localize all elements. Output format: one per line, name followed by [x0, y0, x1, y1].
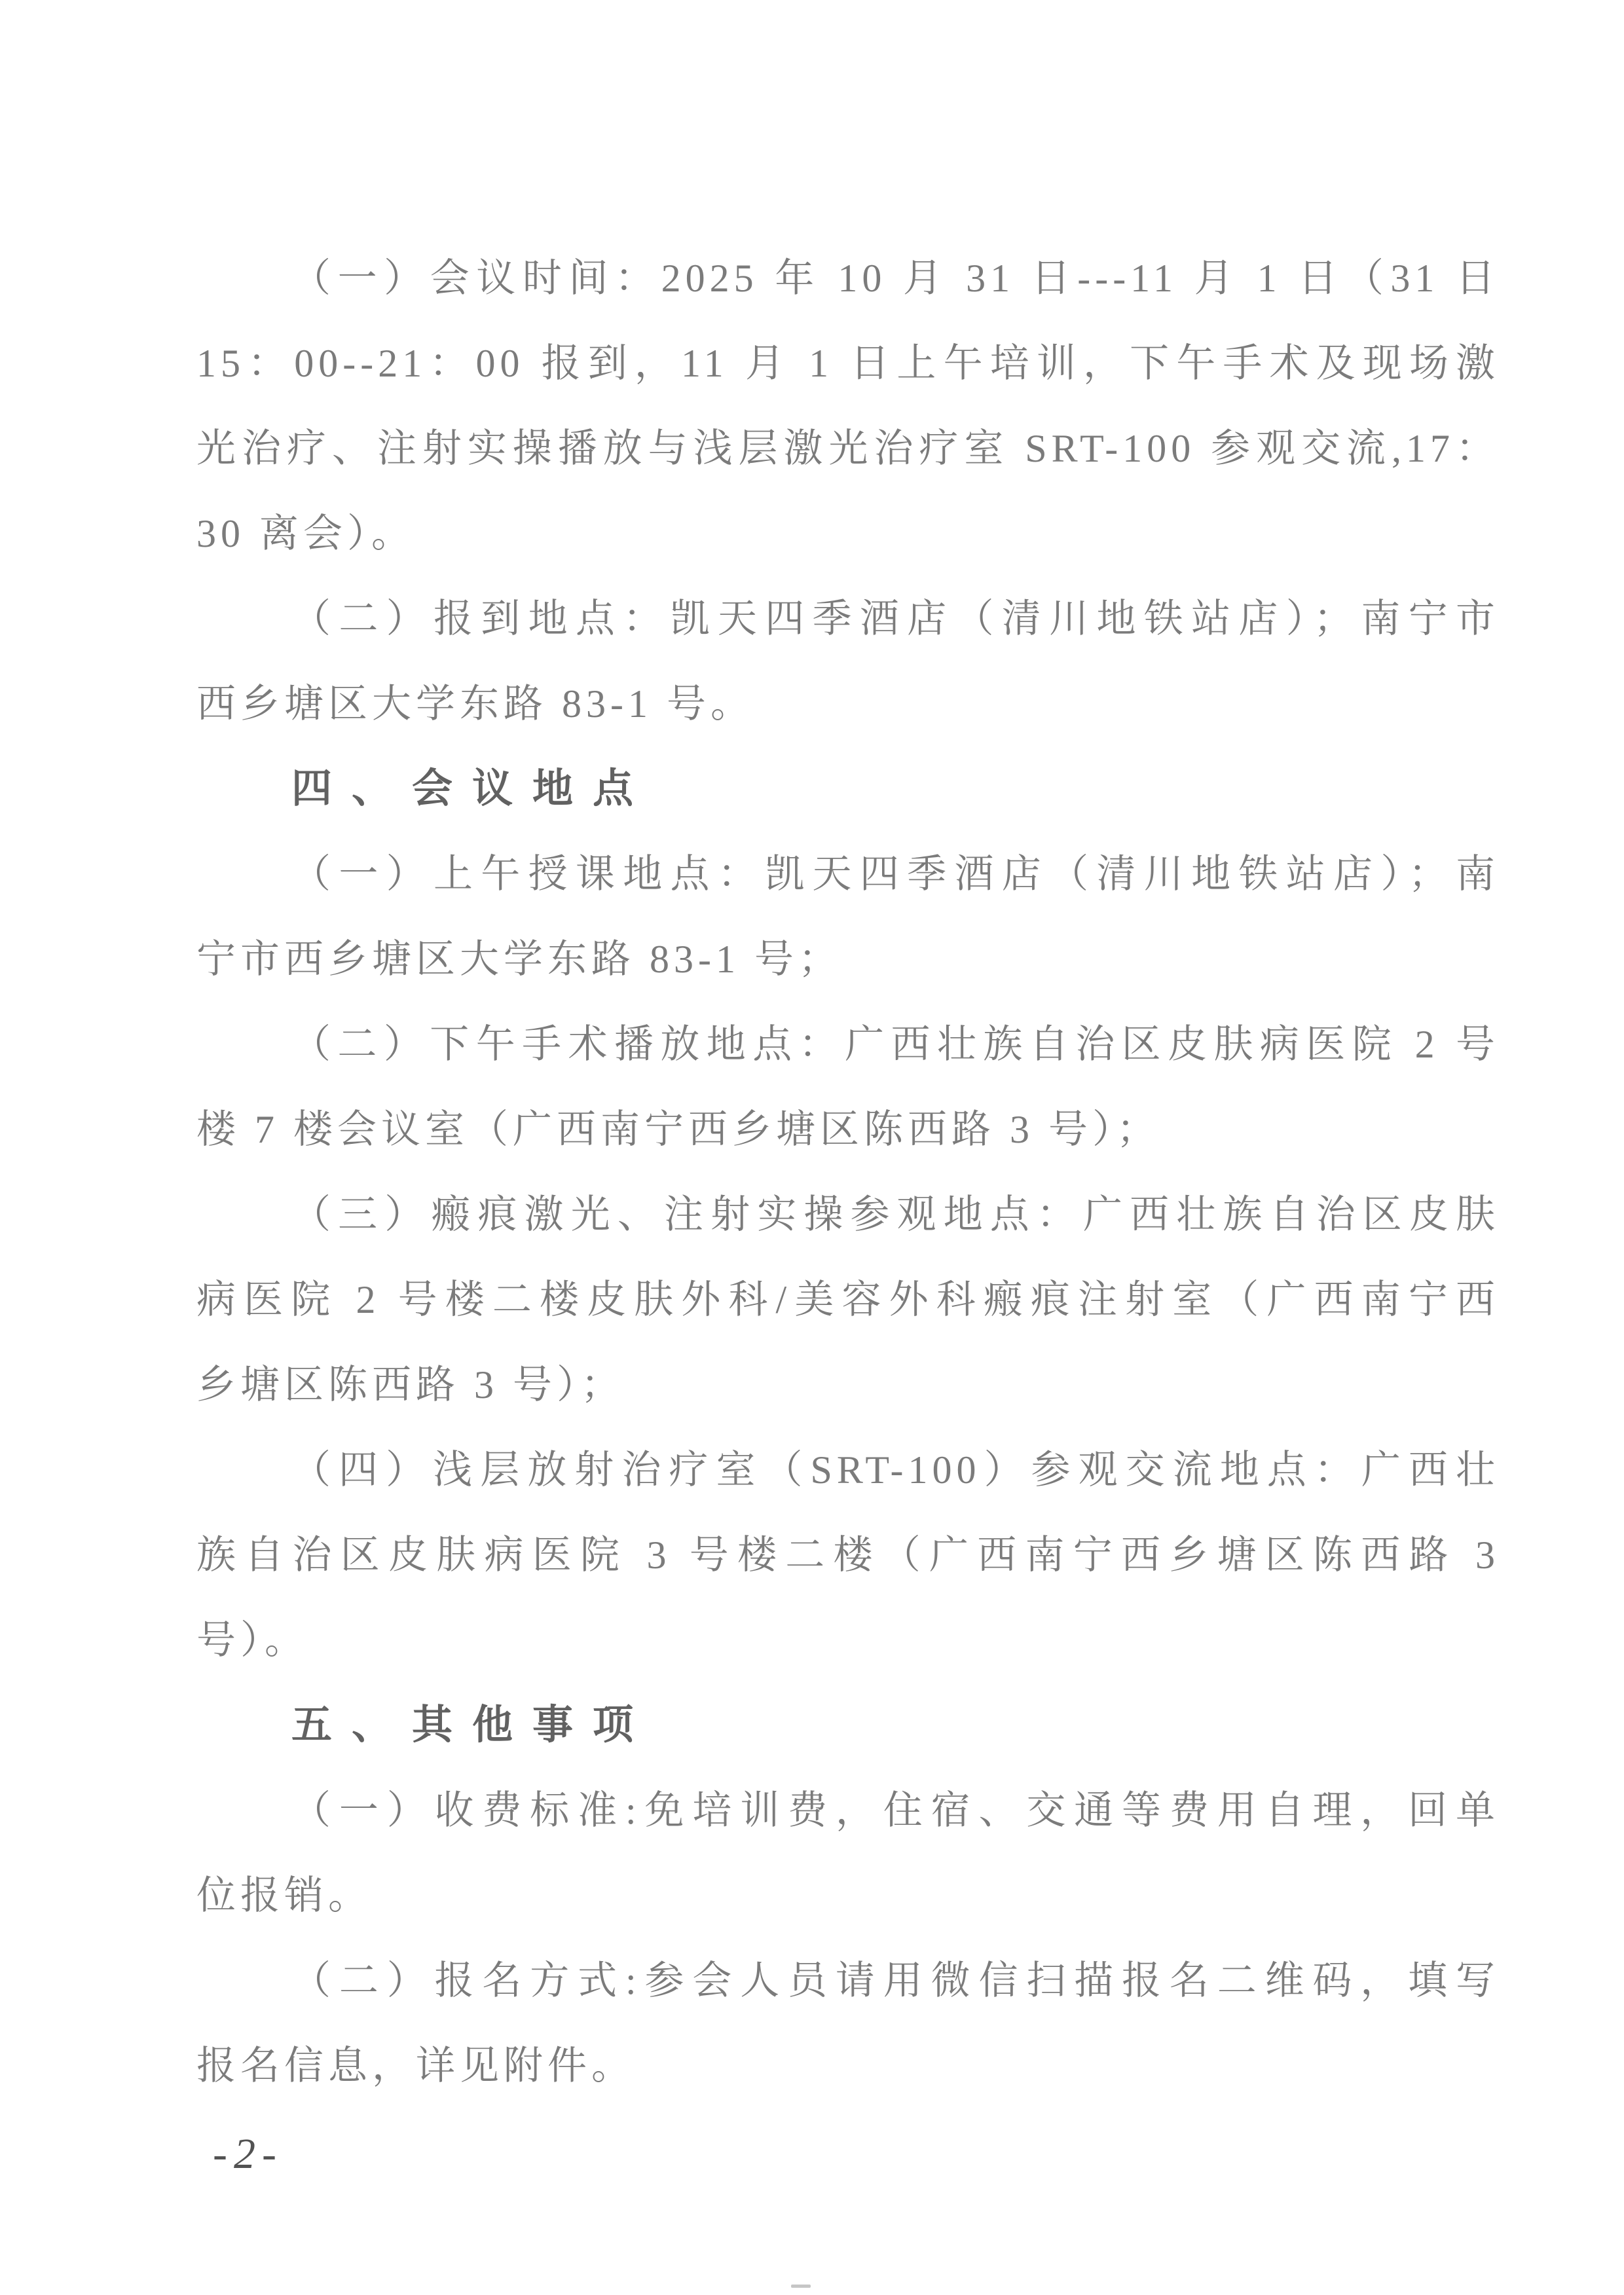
para-srt100-line-1: （四）浅层放射治疗室（SRT-100）参观交流地点：广西壮 — [291, 1448, 1500, 1492]
document-body — [196, 236, 1500, 2108]
para-meeting-time-line-3: 光治疗、注射实操播放与浅层激光治疗室 SRT-100 参观交流,17： — [196, 427, 1500, 470]
para-morning-lecture-line-2: 宁市西乡塘区大学东路 83-1 号； — [196, 938, 842, 981]
para-fee-standard-line-2: 位报销。 — [196, 1874, 372, 1917]
section-heading-5-other-matters: 五、其他事项 — [291, 1703, 654, 1748]
para-scar-laser-line-1: （三）瘢痕激光、注射实操参观地点：广西壮族自治区皮肤 — [291, 1193, 1500, 1236]
section-heading-4-meeting-location: 四、会议地点 — [291, 767, 654, 811]
page-number: -2- — [213, 2130, 283, 2178]
para-signup-method-line-1: （二）报名方式:参会人员请用微信扫描报名二维码，填写 — [291, 1959, 1500, 2002]
para-afternoon-surgery-line-1: （二）下午手术播放地点：广西壮族自治区皮肤病医院 2 号 — [291, 1023, 1500, 1066]
scan-artifact-mark — [791, 2285, 811, 2288]
para-morning-lecture-line-1: （一）上午授课地点：凯天四季酒店（清川地铁站店）；南 — [291, 853, 1500, 896]
para-srt100-line-3: 号）。 — [196, 1619, 308, 1662]
para-meeting-time-line-1: （一）会议时间：2025 年 10 月 31 日---11 月 1 日（31 日 — [291, 257, 1500, 300]
para-afternoon-surgery-line-2: 楼 7 楼会议室（广西南宁西乡塘区陈西路 3 号）； — [196, 1108, 1160, 1151]
para-fee-standard-line-1: （一）收费标准:免培训费，住宿、交通等费用自理，回单 — [291, 1789, 1500, 1832]
para-scar-laser-line-2: 病医院 2 号楼二楼皮肤外科/美容外科瘢痕注射室（广西南宁西 — [196, 1278, 1500, 1321]
para-meeting-time-line-2: 15：00--21：00 报到，11 月 1 日上午培训，下午手术及现场激 — [196, 342, 1500, 385]
para-checkin-line-2: 西乡塘区大学东路 83-1 号。 — [196, 682, 754, 725]
para-meeting-time-line-4: 30 离会）。 — [196, 512, 415, 555]
para-scar-laser-line-3: 乡塘区陈西路 3 号）； — [196, 1363, 625, 1406]
para-srt100-line-2: 族自治区皮肤病医院 3 号楼二楼（广西南宁西乡塘区陈西路 3 — [196, 1533, 1500, 1577]
para-checkin-line-1: （二）报到地点：凯天四季酒店（清川地铁站店）；南宁市 — [291, 597, 1500, 640]
para-signup-method-line-2: 报名信息，详见附件。 — [196, 2044, 635, 2087]
